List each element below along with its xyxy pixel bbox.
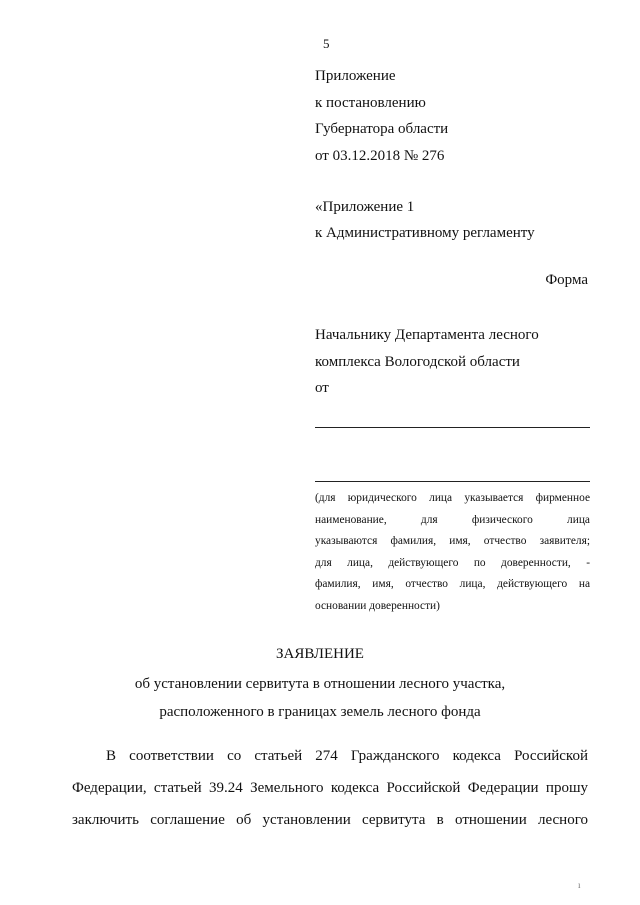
document-subtitle (0, 670, 640, 726)
addressee-from: от (315, 380, 329, 396)
appendix-line: Губернатора области (315, 121, 449, 137)
form-label: Форма (545, 272, 588, 288)
applicant-hint-note (315, 488, 590, 618)
scan-mark: ı (578, 880, 581, 890)
appendix-block (315, 63, 448, 169)
subtitle-line: расположенного в границах земель лесного фонда (159, 704, 481, 720)
appendix-line: к постановлению (315, 94, 426, 111)
applicant-fill-line (315, 427, 590, 428)
body-paragraph (72, 740, 588, 836)
addressee-line: Начальнику Департамента лесного (315, 327, 539, 343)
note-line: указываются фамилия, имя, отчество заявителя; (315, 535, 590, 548)
subtitle-line: об установлении сервитута в отношении лесного участка, (134, 676, 506, 692)
note-line: наименование, для физического лица (315, 513, 590, 526)
appendix-one-line: «Приложение 1 (315, 199, 415, 215)
note-line: для лица, действующего по доверенности, - (315, 556, 590, 569)
note-line: (для юридического лица указывается фирменное (315, 492, 590, 504)
body-line: заключить соглашение об установлении сервитута в отношении лесного (72, 812, 588, 828)
body-line: Федерации, статьей 39.24 Земельного кодекса Российской Федерации прошу (72, 780, 588, 796)
appendix-one-line: к Административному регламенту (315, 225, 535, 241)
body-line: В соответствии со статьей 274 Гражданского кодекса Российской (106, 748, 588, 764)
appendix-line: Приложение (315, 68, 396, 84)
note-line: основании доверенности) (315, 599, 440, 612)
addressee-block (315, 322, 539, 402)
applicant-fill-line (315, 481, 590, 482)
addressee-line: комплекса Вологодской области (315, 353, 520, 370)
appendix-date-line: от 03.12.2018 № 276 (315, 147, 445, 164)
document-title: ЗАЯВЛЕНИЕ (276, 646, 364, 662)
appendix-one-block (315, 194, 535, 246)
note-line: фамилия, имя, отчество лица, действующего на (315, 578, 590, 591)
page-number: 5 (323, 36, 330, 51)
